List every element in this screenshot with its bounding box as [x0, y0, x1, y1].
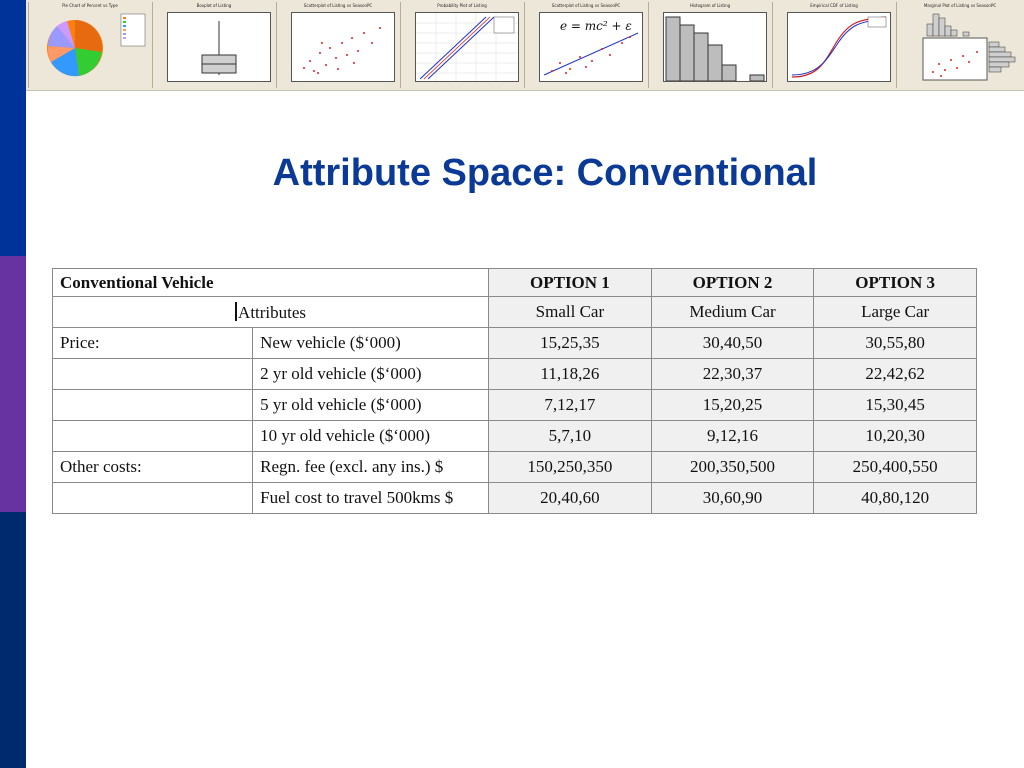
option-2-value: 15,20,25 — [651, 390, 814, 421]
scatterplot-area — [291, 12, 395, 82]
pie-chart-icon — [29, 2, 151, 88]
option-3-vehicle: Large Car — [814, 297, 977, 328]
row-group-label — [53, 390, 253, 421]
option-1-value: 20,40,60 — [489, 483, 652, 514]
option-2-header: OPTION 2 — [651, 269, 814, 297]
row-attribute-label: New vehicle ($‘000) — [253, 328, 489, 359]
option-2-vehicle: Medium Car — [651, 297, 814, 328]
table-subheader-row — [53, 297, 977, 328]
boxplot-area — [167, 12, 271, 82]
row-group-label: Other costs: — [53, 452, 253, 483]
slide-side-bar — [0, 0, 26, 768]
side-bar-purple-block — [0, 256, 26, 512]
ecdf-area — [787, 12, 891, 82]
table-row — [53, 483, 977, 514]
chart-thumbnail-banner — [26, 0, 1024, 91]
option-1-value: 150,250,350 — [489, 452, 652, 483]
table-row — [53, 452, 977, 483]
option-3-value: 15,30,45 — [814, 390, 977, 421]
side-bar-navy-block — [0, 512, 26, 768]
thumbnail-title: Marginal Plot of Listing vs SeasonPC — [923, 3, 997, 8]
row-attribute-label: 10 yr old vehicle ($‘000) — [253, 421, 489, 452]
histogram-area — [663, 12, 767, 82]
thumbnail-scatterplot — [276, 2, 399, 88]
thumbnail-histogram — [648, 2, 771, 88]
table-row — [53, 359, 977, 390]
thumbnail-marginal-plot — [896, 2, 1023, 88]
row-group-label: Price: — [53, 328, 253, 359]
boxplot-icon — [168, 13, 270, 81]
option-3-value: 40,80,120 — [814, 483, 977, 514]
probability-lines-icon — [416, 13, 518, 81]
table-header-label: Conventional Vehicle — [53, 269, 489, 297]
option-3-value: 10,20,30 — [814, 421, 977, 452]
thumbnail-title: Boxplot of Listing — [196, 3, 232, 8]
option-2-value: 30,60,90 — [651, 483, 814, 514]
option-3-value: 250,400,550 — [814, 452, 977, 483]
option-2-value: 9,12,16 — [651, 421, 814, 452]
thumbnail-regression-plot — [524, 2, 647, 88]
option-3-value: 30,55,80 — [814, 328, 977, 359]
row-group-label — [53, 359, 253, 390]
option-1-value: 7,12,17 — [489, 390, 652, 421]
option-3-header: OPTION 3 — [814, 269, 977, 297]
table-row — [53, 421, 977, 452]
thumbnail-title: Pie Chart of Percent vs Type — [62, 3, 118, 8]
option-2-value: 200,350,500 — [651, 452, 814, 483]
histogram-bars-icon — [664, 13, 766, 81]
thumbnail-title: Probability Plot of Listing — [437, 3, 487, 8]
option-1-vehicle: Small Car — [489, 297, 652, 328]
row-attribute-label: Fuel cost to travel 500kms $ — [253, 483, 489, 514]
thumbnail-title: Scatterplot of Listing vs SeasonPC — [303, 3, 373, 8]
thumbnail-title: Empirical CDF of Listing — [810, 3, 858, 8]
option-1-header: OPTION 1 — [489, 269, 652, 297]
row-attribute-label: Regn. fee (excl. any ins.) $ — [253, 452, 489, 483]
probability-plot-area — [415, 12, 519, 82]
option-2-value: 30,40,50 — [651, 328, 814, 359]
option-3-value: 22,42,62 — [814, 359, 977, 390]
scatter-points-icon — [292, 13, 394, 81]
row-group-label — [53, 483, 253, 514]
equation-label: e = mc² + ε — [560, 19, 632, 33]
marginal-plot-icon — [897, 2, 1023, 88]
attributes-label — [53, 297, 489, 328]
side-bar-blue-block — [0, 0, 26, 256]
option-2-value: 22,30,37 — [651, 359, 814, 390]
thumbnail-probability-plot — [400, 2, 523, 88]
table-row — [53, 328, 977, 359]
thumbnail-pie-chart — [28, 2, 151, 88]
row-attribute-label: 2 yr old vehicle ($‘000) — [253, 359, 489, 390]
thumbnail-title: Scatterplot of Listing vs SeasonPC — [551, 3, 621, 8]
thumbnail-title: Histogram of Listing — [689, 3, 731, 8]
option-1-value: 15,25,35 — [489, 328, 652, 359]
regression-plot-area — [539, 12, 643, 82]
option-1-value: 11,18,26 — [489, 359, 652, 390]
text-cursor — [235, 302, 237, 321]
row-group-label — [53, 421, 253, 452]
option-1-value: 5,7,10 — [489, 421, 652, 452]
thumbnail-boxplot — [152, 2, 275, 88]
table-header-row — [53, 269, 977, 297]
table-row — [53, 390, 977, 421]
row-attribute-label: 5 yr old vehicle ($‘000) — [253, 390, 489, 421]
thumbnail-ecdf — [772, 2, 895, 88]
attributes-text: Attributes — [238, 302, 307, 322]
attribute-table — [52, 268, 977, 514]
slide-title: Attribute Space: Conventional — [272, 152, 818, 194]
ecdf-curve-icon — [788, 13, 890, 81]
